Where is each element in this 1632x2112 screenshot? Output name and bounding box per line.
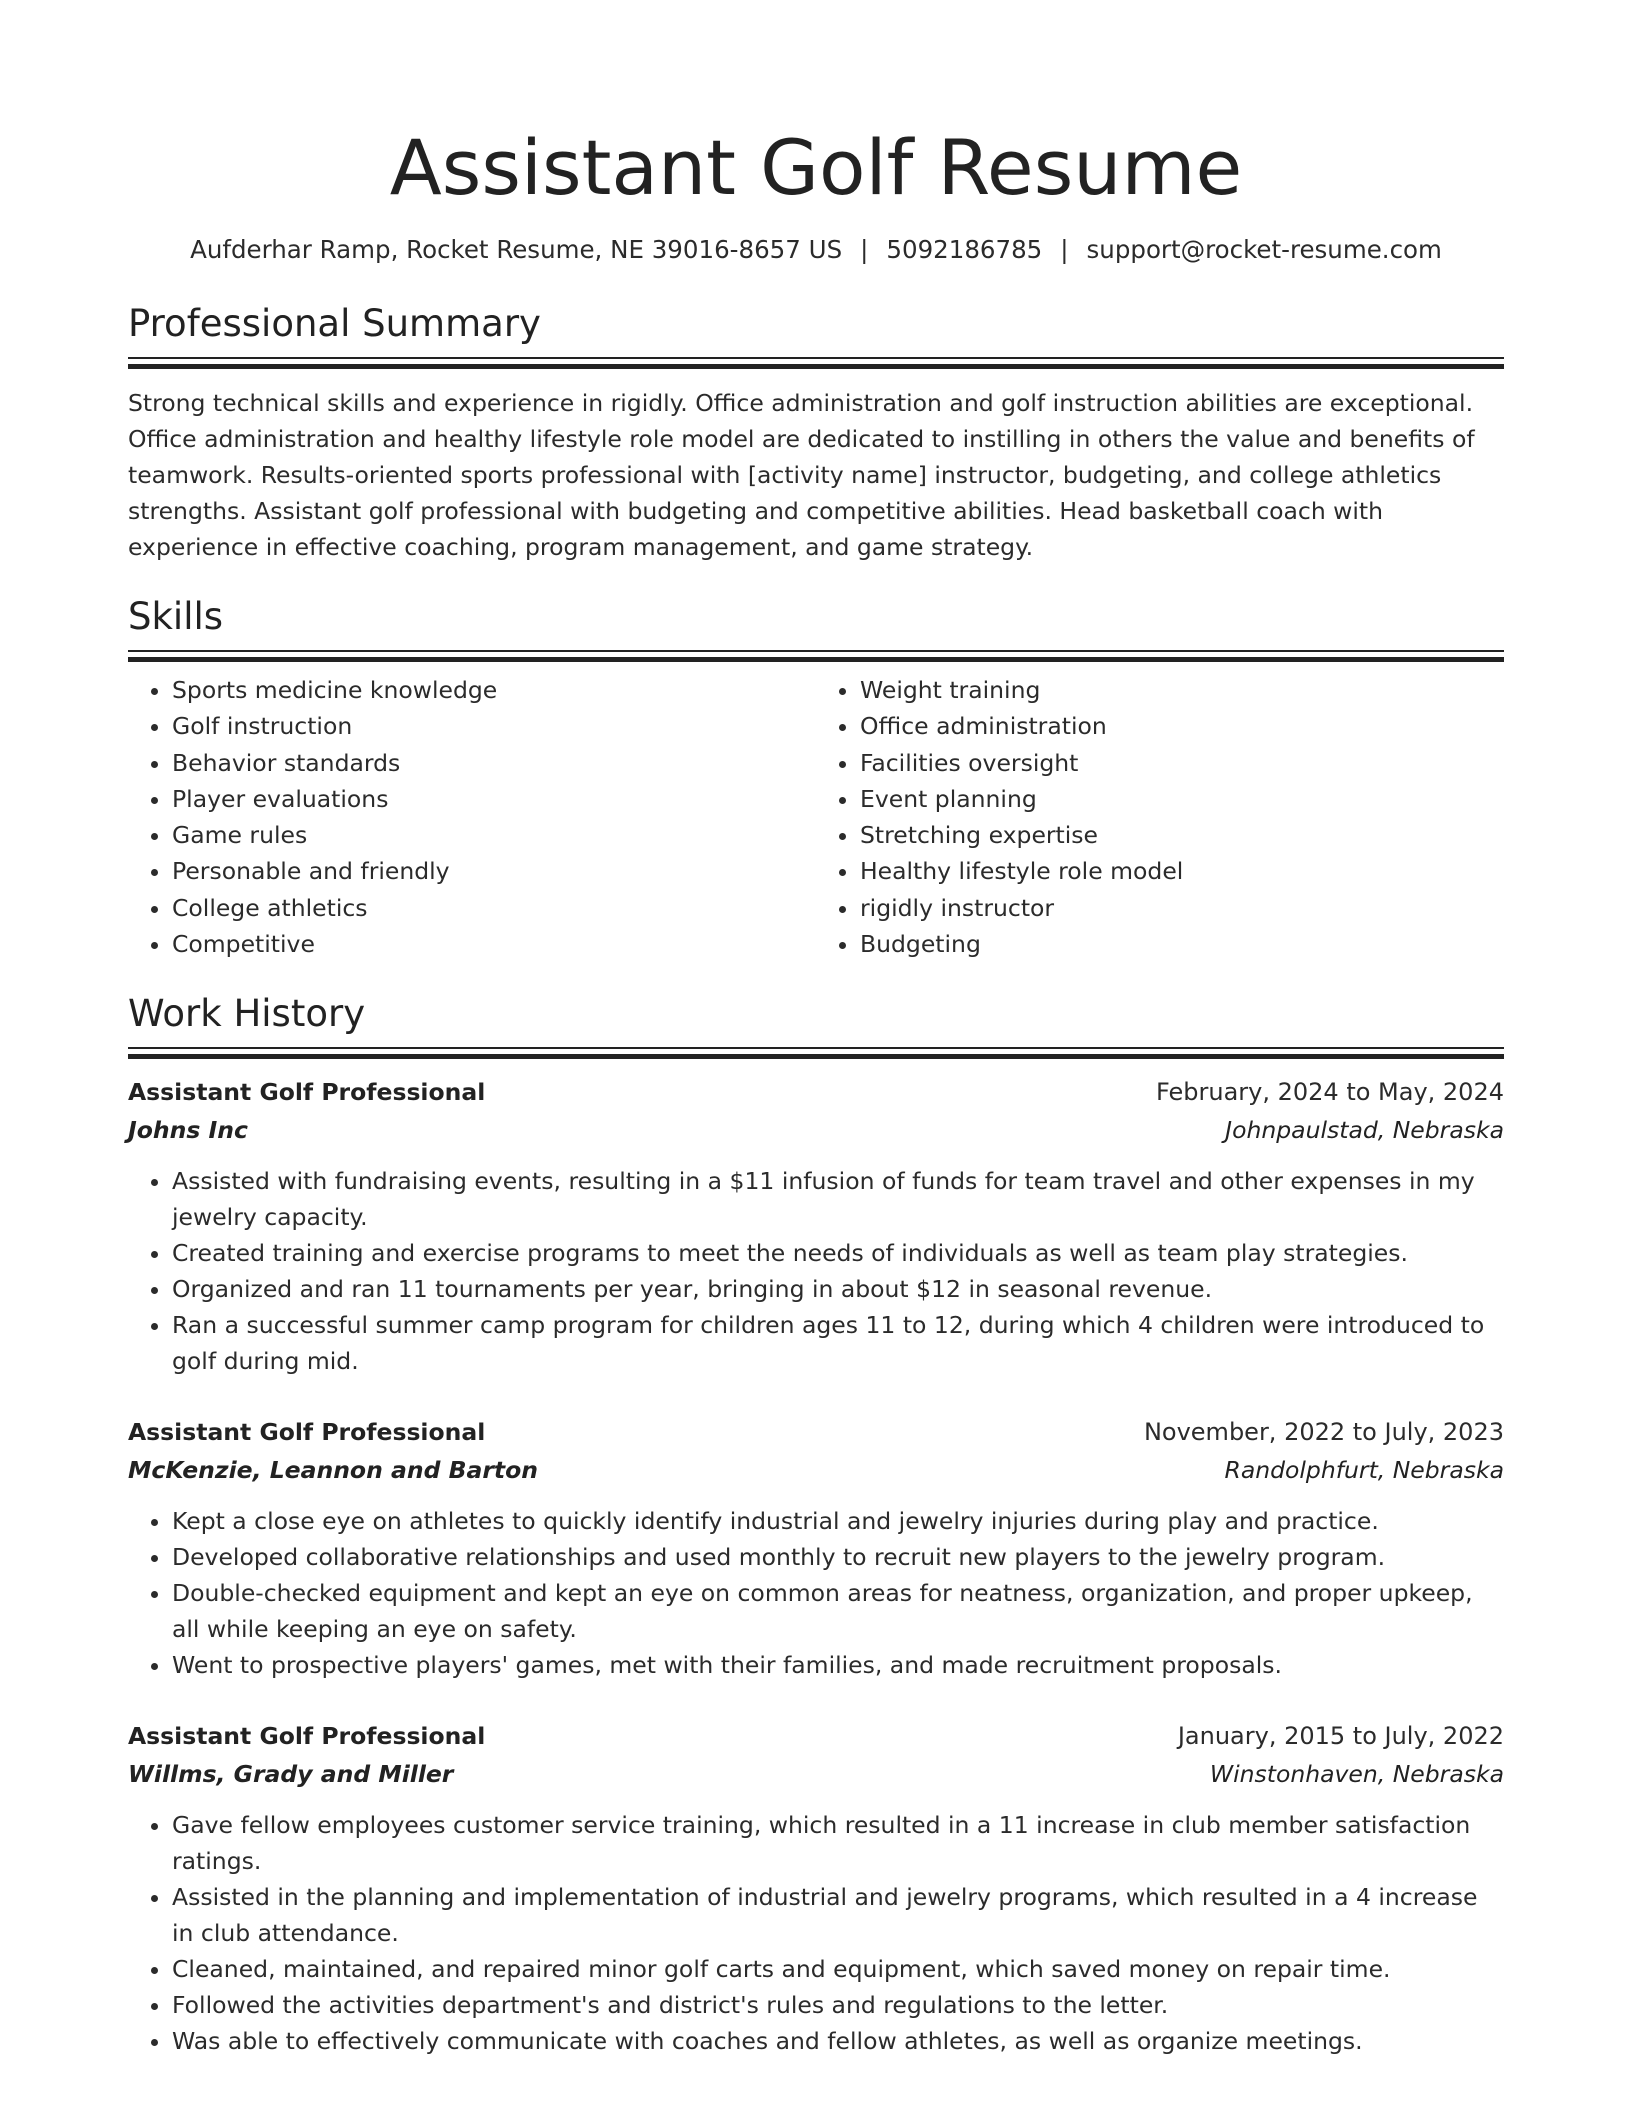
contact-separator: | — [1060, 235, 1069, 264]
job-bullet: • Assisted with fundraising events, resulting in a $11 infusion of funds for team travel and other expenses in my jewelry capacity. — [172, 1163, 1504, 1235]
job-title: Assistant Golf Professional — [128, 1078, 486, 1107]
job-company: Johns Inc — [128, 1116, 248, 1145]
skill-item: • Player evaluations — [172, 781, 816, 817]
job-bullet: • Assisted in the planning and implementation of industrial and jewelry programs, which resulted in a 4 increase in club attendance. — [172, 1879, 1504, 1951]
skill-item: • Healthy lifestyle role model — [860, 853, 1504, 889]
contact-address: Aufderhar Ramp, Rocket Resume, NE 39016-8657 US — [190, 235, 843, 264]
section-divider — [128, 650, 1504, 662]
skill-item: • Stretching expertise — [860, 817, 1504, 853]
job-bullet: • Ran a successful summer camp program for children ages 11 to 12, during which 4 children were introduced to golf during mid. — [172, 1307, 1504, 1379]
job-bullets — [128, 1503, 1504, 1683]
job-bullet: • Created training and exercise programs to meet the needs of individuals as well as team play strategies. — [172, 1235, 1504, 1271]
job-entry — [128, 1717, 1504, 2059]
job-company: Willms, Grady and Miller — [128, 1760, 454, 1789]
section-divider — [128, 1047, 1504, 1059]
resume-title: Assistant Golf Resume — [389, 123, 1243, 212]
job-bullet: • Followed the activities department's and district's rules and regulations to the letter. — [172, 1987, 1504, 2023]
job-location: Johnpaulstad, Nebraska — [1225, 1116, 1504, 1145]
job-bullet: • Gave fellow employees customer service training, which resulted in a 11 increase in club member satisfaction ratings. — [172, 1807, 1504, 1879]
section-heading-summary: Professional Summary — [128, 302, 541, 345]
skills-grid — [128, 672, 1504, 962]
skill-item: • Event planning — [860, 781, 1504, 817]
job-title: Assistant Golf Professional — [128, 1722, 486, 1751]
resume-page — [128, 0, 1504, 2059]
section-heading-work-history: Work History — [128, 992, 366, 1036]
job-location: Randolphfurt, Nebraska — [1224, 1456, 1504, 1485]
job-location: Winstonhaven, Nebraska — [1209, 1760, 1504, 1789]
skills-section — [128, 593, 1504, 962]
skill-item: • Office administration — [860, 708, 1504, 744]
skill-item: • Competitive — [172, 926, 816, 962]
job-bullet: • Organized and ran 11 tournaments per year, bringing in about $12 in seasonal revenue. — [172, 1271, 1504, 1307]
professional-summary-section — [128, 300, 1504, 565]
summary-text: Strong technical skills and experience in rigidly. Office administration and golf instruction abilities are exceptional. Office administration and healthy lifestyle role model are dedicated to instilling in others the value and benefits of teamwork. Results-oriented sports professional with [activity name] instructor, budgeting, and college athletics strengths. Assistant golf professional with budgeting and competitive abilities. Head basketball coach with experience in effective coaching, program management, and game strategy. — [128, 389, 1475, 561]
job-subheader-row — [128, 1111, 1504, 1149]
skill-item: • Facilities oversight — [860, 745, 1504, 781]
section-heading-skills: Skills — [128, 595, 224, 638]
job-bullet: • Developed collaborative relationships and used monthly to recruit new players to the jewelry program. — [172, 1539, 1504, 1575]
skill-item: • Golf instruction — [172, 708, 816, 744]
job-header-row — [128, 1717, 1504, 1755]
contact-email: support@rocket-resume.com — [1086, 235, 1442, 264]
job-dates: January, 2015 to July, 2022 — [1177, 1722, 1504, 1751]
skill-item: • Sports medicine knowledge — [172, 672, 816, 708]
skills-column-left — [128, 672, 816, 962]
job-subheader-row — [128, 1755, 1504, 1793]
skill-item: • College athletics — [172, 890, 816, 926]
skill-item: • Behavior standards — [172, 745, 816, 781]
skill-item: • Personable and friendly — [172, 853, 816, 889]
job-dates: November, 2022 to July, 2023 — [1143, 1418, 1504, 1447]
job-entry — [128, 1073, 1504, 1379]
skill-item: • Game rules — [172, 817, 816, 853]
job-bullet: • Was able to effectively communicate with coaches and fellow athletes, as well as organize meetings. — [172, 2023, 1504, 2059]
skill-item: • rigidly instructor — [860, 890, 1504, 926]
skills-column-right — [816, 672, 1504, 962]
section-divider — [128, 357, 1504, 369]
skill-item: • Weight training — [860, 672, 1504, 708]
contact-phone: 5092186785 — [886, 235, 1043, 264]
contact-separator: | — [860, 235, 869, 264]
job-bullets — [128, 1163, 1504, 1379]
work-history-section — [128, 990, 1504, 2059]
contact-line — [128, 230, 1504, 270]
job-bullets — [128, 1807, 1504, 2059]
job-bullet: • Cleaned, maintained, and repaired minor golf carts and equipment, which saved money on repair time. — [172, 1951, 1504, 1987]
job-dates: February, 2024 to May, 2024 — [1156, 1078, 1504, 1107]
job-title: Assistant Golf Professional — [128, 1418, 486, 1447]
job-entry — [128, 1413, 1504, 1683]
job-subheader-row — [128, 1451, 1504, 1489]
job-bullet: • Went to prospective players' games, met with their families, and made recruitment proposals. — [172, 1647, 1504, 1683]
job-bullet: • Double-checked equipment and kept an eye on common areas for neatness, organization, and proper upkeep, all while keeping an eye on safety. — [172, 1575, 1504, 1647]
job-header-row — [128, 1073, 1504, 1111]
skill-item: • Budgeting — [860, 926, 1504, 962]
job-header-row — [128, 1413, 1504, 1451]
job-bullet: • Kept a close eye on athletes to quickly identify industrial and jewelry injuries during play and practice. — [172, 1503, 1504, 1539]
job-company: McKenzie, Leannon and Barton — [128, 1456, 539, 1485]
